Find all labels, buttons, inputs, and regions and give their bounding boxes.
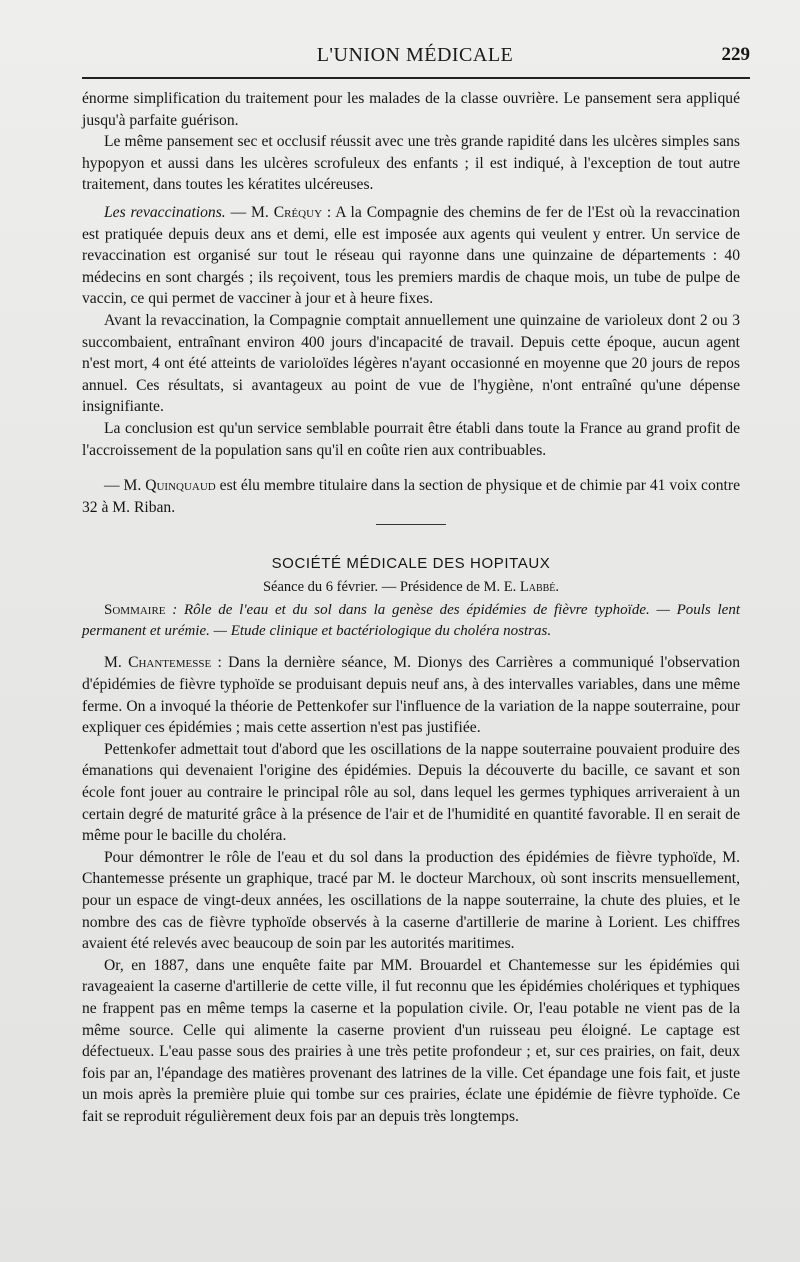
paragraph: Le même pansement sec et occlusif réussit avec une très grande rapidité dans les ulcères simples sans hypopyon et aussi dans les ulcères scrofuleux des enfants ; il est indiqué, à l'exception de tout autre traitement, dans toutes les kératites ulcéreuses. — [82, 133, 740, 194]
article-body — [82, 88, 740, 1128]
member-name: Quinquaud — [145, 477, 216, 495]
revaccination-paragraph — [82, 202, 740, 310]
section-separator — [376, 524, 446, 525]
paragraph: La conclusion est qu'un service semblable pourrait être établi dans toute la France au grand profit de l'accroissement de la population sans qu'il en coûte rien aux contribuables. — [82, 419, 740, 459]
section-heading: Les revaccinations. — [104, 203, 226, 221]
header-rule — [82, 77, 750, 79]
paragraph: Pour démontrer le rôle de l'eau et du sol dans la production des épidémies de fièvre typhoïde, M. Chantemesse présente un graphique, tracé par M. le docteur Marchoux, où sont inscrits mensuellement, pour un espace de vingt-deux années, les oscillations de la nappe souterraine, la chute des pluies, et le nombre des cas de fièvre typhoïde observés à la caserne d'artillerie de marine à Lorient. Les chiffres avaient été relevés avec beaucoup de soin par les autorités maritimes. — [82, 848, 740, 953]
paragraph: Avant la revaccination, la Compagnie comptait annuellement une quinzaine de varioleux dont 2 ou 3 succombaient, entraînant environ 400 jours d'incapacité de travail. Depuis cette époque, aucun agent n'est mort, 4 ont été atteints de varioloïdes légères n'ayant occasionné en moyenne que 20 jours de repos annuel. Ces résultats, si avantageux au point de vue de l'hygiène, n'ont entraîné qu'une dépense insignifiante. — [82, 311, 740, 416]
running-title: L'UNION MÉDICALE — [316, 44, 514, 66]
chantemesse-paragraph — [82, 652, 740, 738]
paragraph: Or, en 1887, dans une enquête faite par MM. Brouardel et Chantemesse sur les épidémies qui ravageaient la caserne d'artillerie de cette ville, il fut reconnu que les épidémies cholériques et typhiques ne frappent pas en même temps la caserne et la population civile. Or, l'eau potable ne vient pas de la même source. Celle qui alimente la caserne provient d'un ruisseau peu éloigné. Le captage est défectueux. L'eau passe sous des prairies à une très petite profondeur ; et, sur ces prairies, on fait, deux fois par an, l'épandage des matières provenant des latrines de la ville. Cet épandage une fois fait, et juste un mois après la première pluie qui tombe sur ces prairies, éclate une épidémie de fièvre typhoïde. Ce fait se reproduit régulièrement deux fois par an depuis très longtemps. — [82, 956, 740, 1125]
paragraph-text: : Dans la dernière séance, M. Dionys des Carrières a communiqué l'observation d'épidémies de fièvre typhoïde se produisant depuis neuf ans, à des intervalles variables, dans une même ferme. On a invoqué la théorie de Pettenkofer sur l'influence de la variation de la nappe souterraine, pour expliquer ces épidémies ; mais cette assertion n'est pas justifiée. — [82, 654, 741, 737]
speaker-prefix: M. — [104, 654, 129, 672]
seance-text: Séance du 6 février. — Présidence de M. E. — [262, 578, 520, 595]
paragraph-text: : A la Compagnie des chemins de fer de l'Est où la revaccination est pratiquée depuis deux ans et demi, elle est imposée aux agents qui veulent y entrer. Un service de revaccination est organisé sur tout le réseau qui rayonne dans une quinzaine de départements : 40 médecins en sont chargés ; ils reçoivent, tous les premiers mardis de chaque mois, un tube de pulpe de vaccin, ce qui permet de vacciner à jour et à heure fixes. — [82, 203, 740, 308]
paragraph: Pettenkofer admettait tout d'abord que les oscillations de la nappe souterraine pouvaient produire des émanations qui devenaient l'origine des épidémies. Depuis la découverte du bacille, ce savant et son école font jouer au contraire le principal rôle au sol, dans lequel les germes typhiques arriveraient à un certain degré de maturité grâce à la présence de l'air et de l'humidité en quantité favorable. Il en serait de même pour le bacille du choléra. — [82, 740, 740, 845]
seance-suffix: . — [555, 578, 560, 595]
paragraph: énorme simplification du traitement pour les malades de la classe ouvrière. Le pansement sera appliqué jusqu'à parfaite guérison. — [82, 90, 740, 129]
speaker-name: Créquy — [273, 203, 323, 221]
speaker-name: Chantemesse — [128, 654, 212, 672]
president-name: Labbé — [519, 578, 556, 595]
election-paragraph — [82, 475, 740, 518]
sommaire — [82, 600, 740, 642]
sommaire-text: : Rôle de l'eau et du sol dans la genèse des épidémies de fièvre typhoïde. — Pouls lent permanent et urémie. — Etude clinique et bactériologique du choléra nostras. — [82, 602, 740, 640]
page-number: 229 — [721, 44, 750, 65]
sommaire-label: Sommaire — [104, 602, 166, 619]
dash-prefix: — M. — [230, 203, 274, 221]
page-header — [80, 44, 750, 74]
society-title: SOCIÉTÉ MÉDICALE DES HOPITAUX — [271, 555, 551, 573]
paragraph-text: est élu membre titulaire dans la section de physique et de chimie par 41 voix contre 32 à M. Riban. — [82, 477, 741, 516]
seance-line — [82, 577, 740, 599]
dash-prefix: — M. — [104, 477, 146, 495]
